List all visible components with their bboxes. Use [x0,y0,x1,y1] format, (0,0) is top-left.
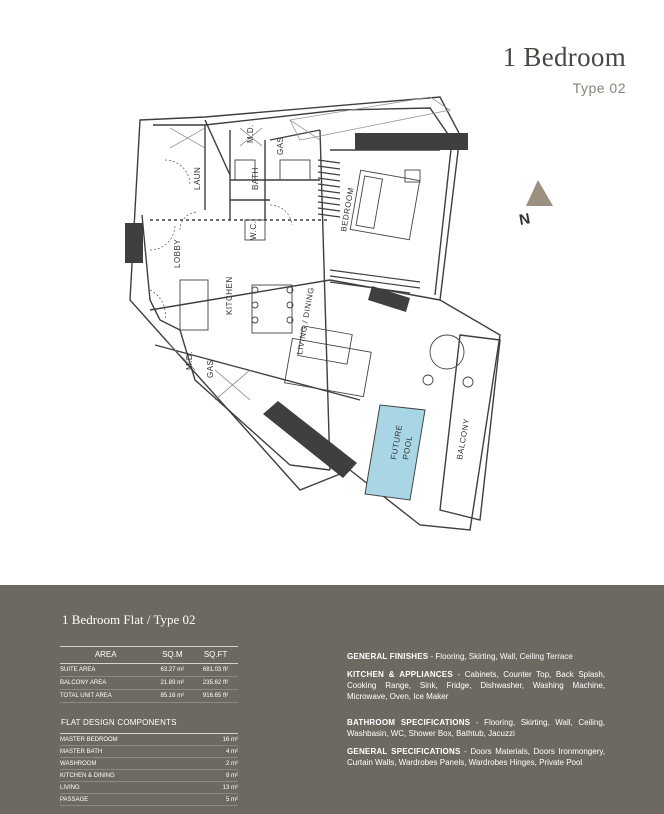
door-swings [150,160,292,320]
label-bath: BATH [251,167,260,190]
spec-text: - Flooring, Skirting, Wall, Ceiling, Washbasin, WC, Shower Box, Bathtub, Jacuzzi [347,718,606,738]
components-table [60,733,238,806]
label-balcony: BALCONY [455,417,472,461]
spec-heading: GENERAL FINISHES [347,652,429,661]
label-gas-bottom: GAS [206,359,215,378]
spec-general [347,746,605,768]
specifications [347,651,605,775]
table-row [60,758,238,770]
area-label: TOTAL UNIT AREA [60,690,151,703]
plan-outline [130,97,500,530]
area-label: SUITE AREA [60,664,151,677]
area-sqft: 916.65 ft² [193,690,238,703]
table-row [60,677,238,690]
spec-text: - Doors Materials, Doors Ironmongery, Curtain Walls, Wardrobes Panels, Wardrobes Hinges, Private Pool [347,747,605,767]
sqft-header: SQ.FT [193,647,238,664]
label-pool-line1: FUTURE [389,423,405,461]
table-row [60,782,238,794]
component-label: KITCHEN & DINING [60,770,201,782]
component-label: WASHROOM [60,758,201,770]
north-label: N [517,210,532,229]
page-title: 1 Bedroom [502,42,626,72]
compass-arrow [526,180,553,206]
spec-text: - Flooring, Skirting, Wall, Ceiling Terrace [428,652,573,661]
area-label: BALCONY AREA [60,677,151,690]
spec-general-finishes [347,651,605,662]
area-table [60,646,238,703]
spec-heading: KITCHEN & APPLIANCES [347,670,453,679]
component-label: MASTER BATH [60,746,201,758]
area-sqm: 63.27 m² [151,664,193,677]
component-label: LIVING [60,782,201,794]
label-gas-top: GAS [276,136,285,155]
spec-text: - Cabinets, Counter Top, Back Splash, Cooking Range, Sink, Fridge, Dishwasher, Washing Machine, Microwave, Oven, Ice Maker [347,670,605,701]
area-sqft: 235.62 ft² [193,677,238,690]
label-lobby: LOBBY [173,238,182,268]
label-wc: W.C. [249,220,258,240]
label-kitchen: KITCHEN [225,276,234,315]
table-row [60,734,238,746]
component-value: 16 m² [201,734,238,746]
label-pool-line2: POOL [401,434,415,461]
sqm-header: SQ.M [151,647,193,664]
spec-bathroom [347,717,605,739]
table-row [60,794,238,806]
component-value: 8 m² [201,770,238,782]
label-bedroom: BEDROOM [339,186,356,233]
label-laun: LAUN [193,166,202,190]
area-sqm: 85.16 m² [151,690,193,703]
label-living-dining: LIVING / DINING [295,286,316,356]
spec-heading: BATHROOM SPECIFICATIONS [347,718,471,727]
page-subtitle: Type 02 [572,80,626,96]
footer-panel [0,585,664,814]
component-label: PASSAGE [60,794,201,806]
components-title: FLAT DESIGN COMPONENTS [61,718,177,727]
label-md-bottom: M.D. [185,351,194,370]
component-value: 4 m² [201,746,238,758]
table-row [60,690,238,703]
component-label: MASTER BEDROOM [60,734,201,746]
spec-heading: GENERAL SPECIFICATIONS [347,747,461,756]
table-row [60,746,238,758]
component-value: 13 m² [201,782,238,794]
area-sqft: 681.03 ft² [193,664,238,677]
component-value: 5 m² [201,794,238,806]
area-sqm: 21.89 m² [151,677,193,690]
table-row [60,664,238,677]
area-header: AREA [60,647,151,664]
label-md-top: M.D. [246,124,255,143]
component-value: 2 m² [201,758,238,770]
spec-kitchen [347,669,605,702]
table-row [60,770,238,782]
flat-title: 1 Bedroom Flat / Type 02 [62,612,196,627]
